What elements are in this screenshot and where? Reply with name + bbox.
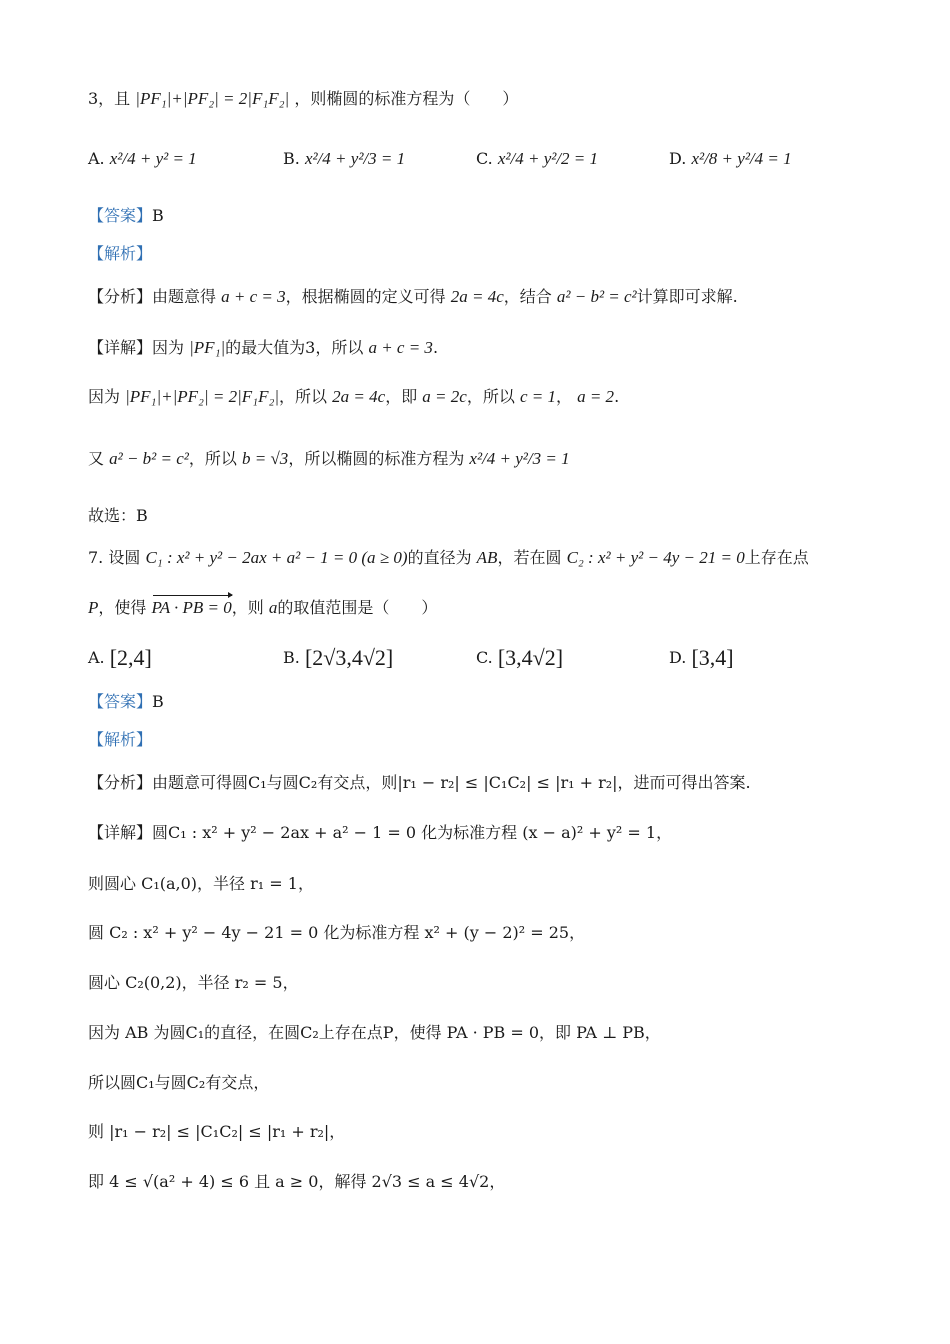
- equation: a: [268, 598, 278, 617]
- detail-text: 因为 AB 为圆C₁的直径，在圆C₂上存在点P，使得 PA · PB = 0，即 PA ⊥ PB，: [88, 1023, 661, 1042]
- text: 的直径为: [407, 548, 472, 567]
- detail-text: 即 4 ≤ √(a² + 4) ≤ 6 且 a ≥ 0，解得 2√3 ≤ a ≤ 4√2，: [88, 1172, 506, 1191]
- equation: x²/4 + y²/3 = 1: [469, 449, 570, 468]
- detail-text: 则 |r₁ − r₂| ≤ |C₁C₂| ≤ |r₁ + r₂|，: [88, 1122, 346, 1141]
- answer-value: B: [152, 206, 164, 225]
- text: ，: [555, 387, 572, 406]
- text: 上存在点: [744, 548, 809, 567]
- option-expression: [3,4√2]: [497, 645, 564, 670]
- q3-stem-prefix: 3，且: [88, 89, 131, 108]
- text: ，使得: [98, 598, 147, 617]
- option-expression: x²/4 + y²/3 = 1: [304, 149, 406, 168]
- text: 7. 设圆: [88, 548, 141, 567]
- q3-fenxi-line: [88, 286, 738, 308]
- q7-detail-line-6: [88, 1072, 269, 1094]
- q7-detail-line-3: [88, 922, 585, 944]
- option-expression: x²/4 + y²/2 = 1: [497, 149, 599, 168]
- text: 因为: [88, 387, 121, 406]
- conclusion-text: 故选：B: [88, 506, 148, 525]
- fenxi-text: 由题意可得圆C₁与圆C₂有交点，则|r₁ − r₂| ≤ |C₁C₂| ≤ |r₁ + r₂|，进而可得出答案.: [152, 773, 751, 792]
- text: ，所以: [466, 387, 515, 406]
- vector-equation: PA · PB = 0: [151, 598, 232, 617]
- q3-option-a: [88, 148, 197, 170]
- q7-fenxi-line: [88, 772, 751, 794]
- equation: C₁ : x² + y² − 2ax + a² − 1 = 0 (a ≥ 0): [145, 548, 408, 567]
- equation: c = 1: [519, 387, 556, 406]
- q7-option-a: [88, 647, 152, 669]
- text: 由题意得: [152, 287, 217, 306]
- text: .: [432, 338, 439, 357]
- q7-option-b: [283, 647, 393, 669]
- option-label: B.: [283, 149, 300, 168]
- answer-tag: 【答案】: [88, 206, 153, 225]
- equation: a = 2c: [422, 387, 467, 406]
- detail-tag: 【详解】: [88, 338, 153, 357]
- q3-analysis-tag: [88, 243, 152, 265]
- q3-detail-line-3: [88, 448, 570, 470]
- equation: AB: [476, 548, 498, 567]
- q3-stem-equation: |PF₁|+|PF₂| = 2|F₁F₂|: [135, 89, 290, 108]
- equation: a + c = 3: [368, 338, 433, 357]
- option-label: D.: [669, 149, 687, 168]
- option-label: D.: [669, 648, 687, 667]
- option-label: A.: [88, 149, 105, 168]
- text: .: [614, 387, 620, 406]
- text: ，则: [231, 598, 264, 617]
- q3-option-b: [283, 148, 405, 170]
- q7-stem-line-2: [88, 597, 437, 619]
- q7-detail-line-8: [88, 1171, 505, 1193]
- q7-option-c: [476, 647, 563, 669]
- text: ，若在圆: [497, 548, 562, 567]
- equation: b = √3: [242, 449, 289, 468]
- text: 又: [88, 449, 105, 468]
- equation: a + c = 3: [221, 287, 286, 306]
- answer-value: B: [152, 692, 164, 711]
- fenxi-tag: 【分析】: [88, 773, 153, 792]
- q3-detail-line-2: [88, 386, 619, 408]
- answer-tag: 【答案】: [88, 692, 153, 711]
- equation: a = 2: [577, 387, 615, 406]
- q7-analysis-tag: [88, 729, 152, 751]
- fenxi-tag: 【分析】: [88, 287, 153, 306]
- equation: a² − b² = c²: [556, 287, 637, 306]
- detail-text: 圆心 C₂(0,2)，半径 r₂ = 5，: [88, 973, 299, 992]
- option-label: B.: [283, 648, 300, 667]
- equation: 2a = 4c: [450, 287, 504, 306]
- text: ，即: [385, 387, 418, 406]
- option-expression: [3,4]: [691, 645, 734, 670]
- detail-text: 圆 C₂ : x² + y² − 4y − 21 = 0 化为标准方程 x² + (y − 2)² = 25，: [88, 923, 586, 942]
- option-expression: x²/4 + y² = 1: [109, 149, 197, 168]
- q3-option-c: [476, 148, 598, 170]
- q3-option-d: [669, 148, 792, 170]
- option-label: C.: [476, 149, 493, 168]
- q3-conclusion: [88, 505, 148, 527]
- detail-text: 则圆心 C₁(a,0)，半径 r₁ = 1，: [88, 874, 314, 893]
- text: ，所以: [188, 449, 237, 468]
- equation: |PF₁|: [189, 338, 226, 357]
- q3-stem: [88, 88, 518, 110]
- option-expression: x²/8 + y²/4 = 1: [691, 149, 792, 168]
- equation: C₂ : x² + y² − 4y − 21 = 0: [566, 548, 745, 567]
- q7-option-d: [669, 647, 734, 669]
- q7-answer-line: [88, 691, 164, 713]
- detail-tag: 【详解】: [88, 823, 153, 842]
- q7-detail-line-1: [88, 822, 672, 844]
- analysis-tag: 【解析】: [88, 244, 153, 263]
- detail-text: 圆C₁ : x² + y² − 2ax + a² − 1 = 0 化为标准方程 (x − a)² + y² = 1，: [152, 823, 673, 842]
- equation: P: [88, 598, 99, 617]
- q7-detail-line-2: [88, 873, 314, 895]
- text: 计算即可求解.: [636, 287, 738, 306]
- text: ，所以椭圆的标准方程为: [288, 449, 465, 468]
- detail-text: 所以圆C₁与圆C₂有交点，: [88, 1073, 270, 1092]
- equation: |PF₁|+|PF₂| = 2|F₁F₂|: [125, 387, 280, 406]
- q3-detail-line-1: [88, 337, 438, 359]
- text: 的最大值为3，所以: [225, 338, 364, 357]
- text: ，结合: [503, 287, 552, 306]
- text: ，根据椭圆的定义可得: [285, 287, 446, 306]
- text: 的取值范围是（ ）: [277, 598, 438, 617]
- option-expression: [2√3,4√2]: [304, 645, 394, 670]
- option-label: C.: [476, 648, 493, 667]
- q7-detail-line-7: [88, 1121, 345, 1143]
- text: 因为: [152, 338, 185, 357]
- equation: 2a = 4c: [332, 387, 386, 406]
- q7-detail-line-5: [88, 1022, 661, 1044]
- text: ，所以: [279, 387, 328, 406]
- q3-answer-line: [88, 205, 164, 227]
- option-label: A.: [88, 648, 105, 667]
- analysis-tag: 【解析】: [88, 730, 153, 749]
- q7-detail-line-4: [88, 972, 299, 994]
- q3-stem-suffix: ，则椭圆的标准方程为（ ）: [294, 89, 519, 108]
- q7-stem-line-1: [88, 547, 809, 569]
- option-expression: [2,4]: [109, 645, 152, 670]
- equation: a² − b² = c²: [109, 449, 189, 468]
